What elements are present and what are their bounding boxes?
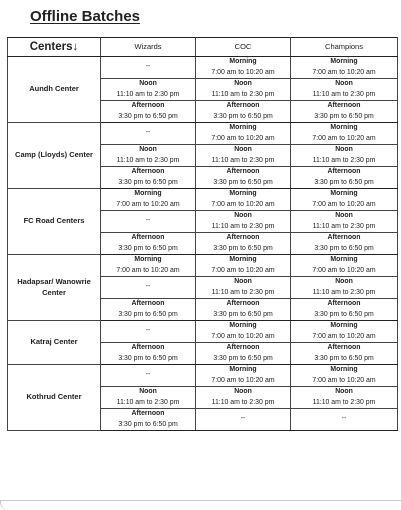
slot-name: Afternoon <box>226 234 260 241</box>
batch-cell-coc <box>196 123 291 145</box>
batch-cell-coc <box>196 343 291 365</box>
slot-name: Afternoon <box>131 102 165 109</box>
slot-time: 3:30 pm to 6:50 pm <box>118 310 178 318</box>
slot-name: Morning <box>330 256 358 263</box>
batch-cell-wizards: -- <box>101 211 196 233</box>
slot-name: Afternoon <box>131 234 165 241</box>
slot-time: 11:10 am to 2:30 pm <box>312 222 376 230</box>
slot-time: 7:00 am to 10:20 am <box>312 332 376 340</box>
batch-cell-coc <box>196 189 291 211</box>
slot-name: Morning <box>330 58 358 65</box>
slot-name: Morning <box>229 124 257 131</box>
batch-cell-wizards <box>101 145 196 167</box>
page-title: Offline Batches <box>30 8 141 25</box>
table-row <box>8 189 398 211</box>
slot-name: Afternoon <box>226 102 260 109</box>
slot-time: 3:30 pm to 6:50 pm <box>118 112 178 120</box>
slot-name: Afternoon <box>131 300 165 307</box>
slot-time: 3:30 pm to 6:50 pm <box>314 112 374 120</box>
slot-time: 3:30 pm to 6:50 pm <box>213 178 273 186</box>
batch-cell-wizards <box>101 167 196 189</box>
column-header-coc: COC <box>196 38 291 57</box>
slot-time: 7:00 am to 10:20 am <box>312 68 376 76</box>
batches-table <box>7 37 398 431</box>
slot-time: 11:10 am to 2:30 pm <box>116 156 180 164</box>
table-row <box>8 57 398 79</box>
slot-name: Afternoon <box>226 344 260 351</box>
slot-name: Noon <box>234 80 252 87</box>
slot-name: Afternoon <box>131 344 165 351</box>
slot-name: Noon <box>335 212 353 219</box>
slot-time: 3:30 pm to 6:50 pm <box>213 112 273 120</box>
slot-name: Morning <box>330 322 358 329</box>
slot-time: 7:00 am to 10:20 am <box>312 266 376 274</box>
slot-name: Afternoon <box>327 300 361 307</box>
slot-time: 3:30 pm to 6:50 pm <box>314 310 374 318</box>
batch-cell-coc <box>196 145 291 167</box>
slot-time: 3:30 pm to 6:50 pm <box>314 178 374 186</box>
batch-cell-coc <box>196 387 291 409</box>
slot-name: Afternoon <box>131 410 165 417</box>
center-name: Aundh Center <box>8 57 101 123</box>
slot-time: 11:10 am to 2:30 pm <box>312 398 376 406</box>
slot-time: 11:10 am to 2:30 pm <box>211 156 275 164</box>
batch-cell-coc <box>196 167 291 189</box>
slot-name: Noon <box>234 146 252 153</box>
batch-cell-champions <box>291 189 398 211</box>
slot-name: Morning <box>330 124 358 131</box>
slot-name: Noon <box>234 278 252 285</box>
batch-cell-coc <box>196 255 291 277</box>
batch-cell-champions <box>291 145 398 167</box>
slot-name: Noon <box>139 146 157 153</box>
center-name: FC Road Centers <box>8 189 101 255</box>
table-row <box>8 123 398 145</box>
slot-time: 11:10 am to 2:30 pm <box>312 156 376 164</box>
slot-name: Afternoon <box>226 300 260 307</box>
slot-name: Morning <box>134 256 162 263</box>
slot-time: 11:10 am to 2:30 pm <box>211 288 275 296</box>
slot-name: Morning <box>229 256 257 263</box>
slot-name: Noon <box>335 388 353 395</box>
slot-time: 7:00 am to 10:20 am <box>211 68 275 76</box>
batch-cell-wizards: -- <box>101 365 196 387</box>
slot-time: 3:30 pm to 6:50 pm <box>118 420 178 428</box>
batch-cell-champions <box>291 101 398 123</box>
slot-time: 3:30 pm to 6:50 pm <box>213 310 273 318</box>
table-row <box>8 321 398 343</box>
batch-cell-champions <box>291 255 398 277</box>
batch-cell-wizards <box>101 101 196 123</box>
slot-time: 11:10 am to 2:30 pm <box>116 398 180 406</box>
slot-name: Noon <box>335 80 353 87</box>
batch-cell-coc <box>196 233 291 255</box>
batch-cell-coc <box>196 101 291 123</box>
batch-cell-champions <box>291 123 398 145</box>
slot-time: 11:10 am to 2:30 pm <box>312 90 376 98</box>
slot-time: 7:00 am to 10:20 am <box>211 266 275 274</box>
batch-cell-coc <box>196 57 291 79</box>
column-header-wizards: Wizards <box>101 38 196 57</box>
batch-cell-wizards <box>101 387 196 409</box>
slot-time: 7:00 am to 10:20 am <box>211 376 275 384</box>
slot-name: Morning <box>229 366 257 373</box>
batch-cell-wizards: -- <box>101 277 196 299</box>
center-name: Kothrud Center <box>8 365 101 431</box>
column-header-centers: Centers↓ <box>8 38 101 57</box>
batch-cell-champions <box>291 387 398 409</box>
batch-cell-wizards <box>101 79 196 101</box>
batch-cell-coc: -- <box>196 409 291 431</box>
slot-time: 7:00 am to 10:20 am <box>116 266 180 274</box>
batch-cell-wizards <box>101 255 196 277</box>
center-name: Hadapsar/ Wanowrie Center <box>8 255 101 321</box>
batch-cell-coc <box>196 299 291 321</box>
slot-time: 11:10 am to 2:30 pm <box>116 90 180 98</box>
slot-name: Morning <box>330 190 358 197</box>
batch-cell-coc <box>196 277 291 299</box>
batch-cell-champions <box>291 299 398 321</box>
center-name: Camp (Lloyds) Center <box>8 123 101 189</box>
slot-time: 7:00 am to 10:20 am <box>312 200 376 208</box>
batch-cell-wizards: -- <box>101 57 196 79</box>
batch-cell-champions <box>291 233 398 255</box>
slot-name: Noon <box>335 278 353 285</box>
batch-cell-coc <box>196 79 291 101</box>
batch-cell-champions <box>291 211 398 233</box>
table-header <box>8 38 398 57</box>
page-bottom-edge <box>0 500 401 510</box>
slot-time: 7:00 am to 10:20 am <box>211 200 275 208</box>
slot-time: 7:00 am to 10:20 am <box>211 332 275 340</box>
slot-name: Afternoon <box>327 234 361 241</box>
batch-cell-coc <box>196 211 291 233</box>
slot-time: 3:30 pm to 6:50 pm <box>213 354 273 362</box>
table-row <box>8 365 398 387</box>
slot-time: 3:30 pm to 6:50 pm <box>314 244 374 252</box>
batch-cell-champions <box>291 365 398 387</box>
slot-time: 11:10 am to 2:30 pm <box>211 222 275 230</box>
batch-cell-champions <box>291 57 398 79</box>
batch-cell-champions: -- <box>291 409 398 431</box>
slot-time: 7:00 am to 10:20 am <box>312 134 376 142</box>
slot-name: Afternoon <box>327 168 361 175</box>
header-row <box>8 38 398 57</box>
batch-cell-champions <box>291 167 398 189</box>
slot-time: 3:30 pm to 6:50 pm <box>118 354 178 362</box>
slot-name: Morning <box>229 58 257 65</box>
batch-cell-champions <box>291 277 398 299</box>
batch-cell-wizards <box>101 189 196 211</box>
slot-name: Morning <box>229 190 257 197</box>
slot-time: 7:00 am to 10:20 am <box>116 200 180 208</box>
slot-name: Afternoon <box>327 102 361 109</box>
slot-name: Noon <box>139 80 157 87</box>
slot-name: Afternoon <box>327 344 361 351</box>
slot-time: 3:30 pm to 6:50 pm <box>118 244 178 252</box>
batch-cell-champions <box>291 79 398 101</box>
slot-name: Morning <box>229 322 257 329</box>
batch-cell-wizards: -- <box>101 321 196 343</box>
center-name: Katraj Center <box>8 321 101 365</box>
batch-cell-wizards <box>101 409 196 431</box>
batch-cell-champions <box>291 343 398 365</box>
table-body <box>8 57 398 431</box>
slot-time: 3:30 pm to 6:50 pm <box>118 178 178 186</box>
slot-name: Noon <box>234 388 252 395</box>
slot-name: Morning <box>330 366 358 373</box>
table-row <box>8 255 398 277</box>
slot-name: Morning <box>134 190 162 197</box>
batch-cell-coc <box>196 321 291 343</box>
slot-time: 7:00 am to 10:20 am <box>211 134 275 142</box>
slot-time: 11:10 am to 2:30 pm <box>312 288 376 296</box>
column-header-champions: Champions <box>291 38 398 57</box>
batch-cell-wizards <box>101 299 196 321</box>
slot-time: 3:30 pm to 6:50 pm <box>314 354 374 362</box>
slot-name: Noon <box>234 212 252 219</box>
batch-cell-wizards: -- <box>101 123 196 145</box>
slot-time: 3:30 pm to 6:50 pm <box>213 244 273 252</box>
slot-time: 11:10 am to 2:30 pm <box>211 90 275 98</box>
slot-name: Afternoon <box>131 168 165 175</box>
batch-cell-coc <box>196 365 291 387</box>
slot-time: 11:10 am to 2:30 pm <box>211 398 275 406</box>
batch-cell-wizards <box>101 233 196 255</box>
slot-name: Noon <box>335 146 353 153</box>
batch-cell-wizards <box>101 343 196 365</box>
batch-cell-champions <box>291 321 398 343</box>
slot-name: Noon <box>139 388 157 395</box>
slot-name: Afternoon <box>226 168 260 175</box>
slot-time: 7:00 am to 10:20 am <box>312 376 376 384</box>
